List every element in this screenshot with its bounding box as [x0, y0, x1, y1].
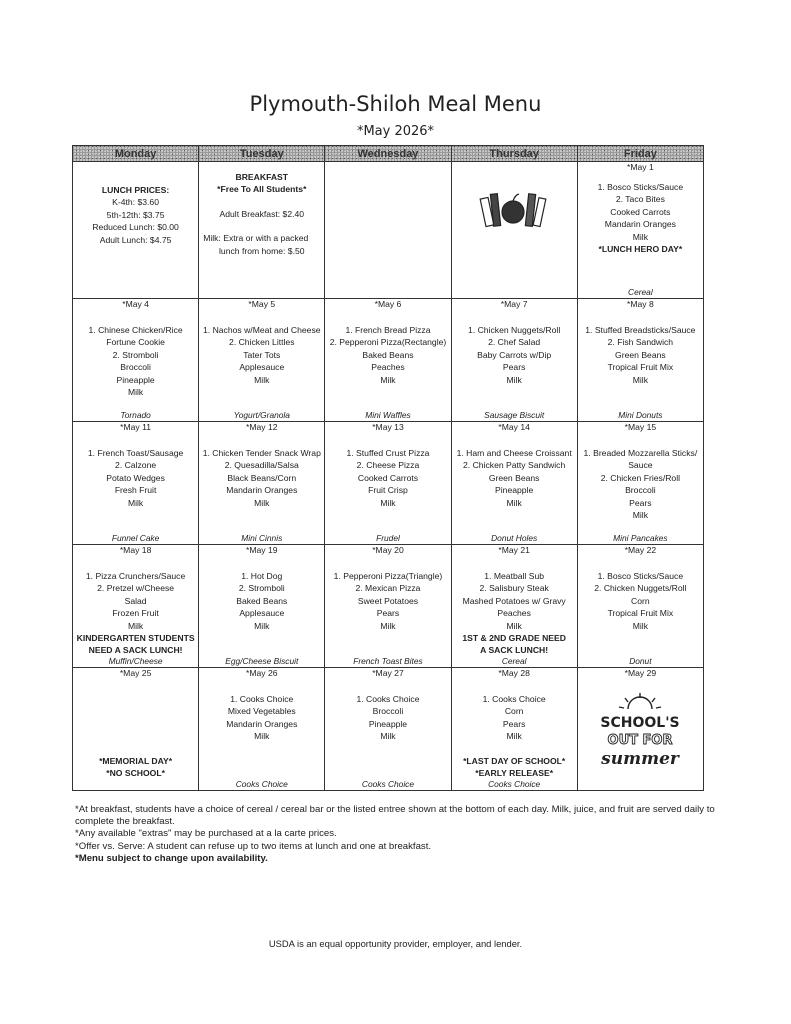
breakfast-item: Funnel Cake — [111, 533, 160, 543]
lunch-item: Milk — [632, 620, 649, 631]
lunch-item: Milk — [254, 620, 270, 631]
lunch-item: Sauce — [628, 460, 653, 471]
lunch-item: Applesauce — [239, 608, 285, 619]
header-tuesday: Tuesday — [199, 146, 325, 162]
lunch-item: Milk — [380, 497, 396, 508]
lunch-items — [452, 693, 577, 780]
sticker-line: summer — [601, 749, 680, 769]
lunch-item: Pears — [502, 718, 526, 729]
page-title: Plymouth-Shiloh Meal Menu — [249, 92, 542, 116]
weekday-header-row — [73, 146, 704, 162]
lunch-item: 1. Hot Dog — [241, 571, 283, 581]
lunch-items — [73, 324, 198, 398]
lunch-item: Milk — [506, 731, 522, 742]
lunch-item — [73, 718, 198, 730]
lunch-item: 1. French Bread Pizza — [345, 325, 431, 335]
lunch-item: Mashed Potatoes w/ Gravy — [462, 595, 566, 606]
price-line: Reduced Lunch: $0.00 — [92, 222, 179, 233]
lunch-item: Pears — [629, 497, 652, 508]
lunch-items — [578, 324, 703, 386]
day-cell — [325, 299, 451, 422]
lunch-item: *MEMORIAL DAY* — [99, 756, 173, 767]
milk-price-line: lunch from home: $.50 — [219, 245, 305, 256]
breakfast-item: French Toast Bites — [353, 656, 423, 666]
lunch-item: Broccoli — [120, 362, 151, 373]
day-cell — [73, 668, 199, 791]
day-date: *May 25 — [119, 668, 152, 678]
lunch-items — [325, 447, 450, 509]
lunch-item: Mandarin Oranges — [604, 219, 676, 230]
lunch-item: 2. Chicken Patty Sandwich — [463, 460, 566, 471]
lunch-item — [73, 730, 198, 742]
lunch-items — [325, 570, 450, 632]
lunch-item — [452, 743, 577, 755]
day-date: *May 4 — [122, 299, 149, 309]
day-date: *May 6 — [374, 299, 402, 309]
lunch-items — [452, 324, 577, 386]
lunch-items — [325, 324, 450, 386]
lunch-item: Baked Beans — [236, 595, 288, 606]
lunch-item: Mandarin Oranges — [226, 485, 298, 496]
lunch-item: Pineapple — [495, 485, 534, 496]
lunch-item: *LAST DAY OF SCHOOL* — [463, 756, 566, 767]
lunch-item: Milk — [506, 374, 522, 385]
lunch-item: Pears — [376, 608, 400, 619]
lunch-item: Tropical Fruit Mix — [607, 362, 674, 373]
lunch-item: KINDERGARTEN STUDENTS — [76, 633, 195, 644]
lunch-item: 1. Stuffed Crust Pizza — [346, 448, 430, 458]
lunch-item: Milk — [127, 497, 144, 508]
menu-month: *May 2026* — [356, 124, 435, 139]
week-row-3 — [73, 422, 704, 545]
lunch-item — [73, 693, 198, 705]
day-date: *May 29 — [624, 668, 657, 678]
lunch-item: Peaches — [497, 608, 531, 619]
lunch-item: 2. Chicken Nuggets/Roll — [594, 583, 687, 594]
lunch-item: Salad — [124, 595, 147, 606]
lunch-item: Fortune Cookie — [106, 337, 165, 348]
day-cell — [325, 668, 451, 791]
footnotes — [75, 804, 725, 865]
day-date: *May 13 — [372, 422, 404, 432]
day-date: *May 19 — [246, 545, 278, 555]
lunch-item: Milk — [380, 731, 396, 742]
header-wednesday: Wednesday — [325, 146, 451, 162]
lunch-item: *EARLY RELEASE* — [475, 768, 554, 779]
lunch-item: 2. Chicken Fries/Roll — [600, 472, 681, 483]
lunch-items — [325, 693, 450, 743]
price-line: K-4th: $3.60 — [112, 197, 159, 208]
day-date: *May 27 — [372, 668, 404, 678]
header-thursday: Thursday — [451, 146, 577, 162]
lunch-items — [199, 570, 324, 632]
breakfast-item: Mini Donuts — [618, 410, 663, 420]
day-date: *May 20 — [372, 545, 404, 555]
lunch-item: 2. Pretzel w/Cheese — [97, 583, 175, 594]
lunch-items — [199, 693, 324, 743]
lunch-items — [199, 324, 324, 386]
lunch-item: 1. Nachos w/Meat and Cheese — [203, 325, 321, 335]
lunch-item: Baked Beans — [362, 349, 414, 360]
breakfast-item: Tornado — [120, 410, 151, 420]
sticker-line: SCHOOL'S — [600, 715, 680, 731]
milk-price-line: Milk: Extra or with a packed — [203, 233, 309, 244]
lunch-items — [199, 447, 324, 509]
lunch-item: Green Beans — [615, 349, 666, 360]
day-cell — [577, 162, 703, 299]
lunch-items — [73, 570, 198, 657]
adult-breakfast-price: Adult Breakfast: $2.40 — [219, 208, 305, 219]
day-cell — [73, 299, 199, 422]
footnote: *Offer vs. Serve: A student can refuse up to two items at lunch and one at breakfast. — [75, 840, 432, 852]
lunch-item: Tater Tots — [243, 349, 281, 360]
lunch-item: 1. Cooks Choice — [230, 694, 294, 704]
schools-out-sticker-icon — [595, 693, 685, 773]
lunch-item: Broccoli — [625, 485, 656, 496]
lunch-item: Potato Wedges — [106, 472, 165, 483]
day-cell — [199, 545, 325, 668]
lunch-item: 1. Cooks Choice — [482, 694, 546, 704]
lunch-item: Milk — [506, 620, 522, 631]
breakfast-item: Sausage Biscuit — [484, 410, 545, 420]
breakfast-item: Mini Cinnis — [241, 533, 283, 543]
breakfast-item: Egg/Cheese Biscuit — [225, 656, 299, 666]
lunch-items — [452, 447, 577, 509]
lunch-item: Milk — [380, 374, 396, 385]
week-row-5 — [73, 668, 704, 791]
lunch-items — [578, 181, 703, 255]
week-row-1 — [73, 162, 704, 299]
lunch-item: 1. Chicken Tender Snack Wrap — [202, 448, 321, 458]
header-friday: Friday — [577, 146, 703, 162]
day-cell — [199, 668, 325, 791]
lunch-items — [73, 693, 198, 780]
meal-calendar — [72, 145, 704, 791]
lunch-item: Milk — [632, 231, 649, 242]
lunch-item: 1. Stuffed Breadsticks/Sauce — [585, 325, 696, 335]
breakfast-item: Cereal — [628, 287, 653, 297]
lunch-item: 2. Stromboli — [238, 583, 285, 594]
lunch-item: 1. Chinese Chicken/Rice — [88, 325, 183, 335]
breakfast-item: Yogurt/Granola — [233, 410, 290, 420]
lunch-items — [452, 570, 577, 657]
day-date: *May 11 — [120, 422, 152, 432]
lunch-item: 2. Chef Salad — [488, 337, 541, 348]
breakfast-item: Frudel — [376, 533, 400, 543]
lunch-item: 1. Meatball Sub — [484, 571, 545, 581]
lunch-item: NEED A SACK LUNCH! — [88, 645, 183, 656]
day-cell — [451, 668, 577, 791]
day-date: *May 28 — [498, 668, 530, 678]
breakfast-item: Mini Waffles — [365, 410, 411, 420]
day-cell — [451, 299, 577, 422]
lunch-item: 2. Mexican Pizza — [355, 583, 421, 594]
lunch-item: 2. Stromboli — [112, 349, 159, 360]
footnote: *Any available "extras" may be purchased at a la carte prices. — [75, 828, 337, 840]
lunch-item: Sweet Potatoes — [357, 595, 419, 606]
empty-day-cell — [325, 162, 451, 299]
day-cell — [577, 299, 703, 422]
lunch-item — [73, 743, 198, 755]
day-date: *May 21 — [498, 545, 530, 555]
day-date: *May 15 — [624, 422, 657, 432]
breakfast-item: Donut — [629, 656, 652, 666]
lunch-item: Pineapple — [116, 374, 155, 385]
lunch-item: Fruit Crisp — [368, 485, 408, 496]
lunch-item: 2. Cheese Pizza — [356, 460, 420, 471]
lunch-item: Frozen Fruit — [112, 608, 159, 619]
footnote: *Menu subject to change upon availability. — [75, 852, 268, 864]
lunch-item: 2. Salisbury Steak — [479, 583, 549, 594]
lunch-item: 2. Chicken Littles — [229, 337, 295, 348]
lunch-item: Milk — [506, 497, 522, 508]
day-date: *May 1 — [627, 162, 654, 172]
lunch-item: Milk — [127, 387, 144, 398]
lunch-item: 1. Cooks Choice — [356, 694, 420, 704]
lunch-item: Cooked Carrots — [610, 206, 671, 217]
lunch-item: 1. French Toast/Sausage — [87, 448, 184, 458]
lunch-items — [578, 570, 703, 632]
lunch-item — [73, 705, 198, 717]
header-monday: Monday — [73, 146, 199, 162]
lunch-item: 2. Calzone — [115, 460, 157, 471]
lunch-item: 2. Pepperoni Pizza(Rectangle) — [329, 337, 447, 348]
breakfast-item: Muffin/Cheese — [108, 656, 163, 666]
lunch-item: Green Beans — [488, 472, 540, 483]
lunch-item: Milk — [632, 374, 649, 385]
lunch-item: Pears — [502, 362, 526, 373]
lunch-item: Fresh Fruit — [114, 485, 157, 496]
lunch-item: 1. Bosco Sticks/Sauce — [597, 182, 684, 192]
day-cell — [325, 422, 451, 545]
breakfast-heading: BREAKFAST — [235, 172, 289, 182]
lunch-item: Baby Carrots w/Dip — [477, 349, 552, 360]
lunch-item: Pineapple — [368, 718, 408, 729]
day-cell — [451, 422, 577, 545]
week-row-2 — [73, 299, 704, 422]
price-line: 5th-12th: $3.75 — [106, 209, 165, 220]
day-date: *May 22 — [624, 545, 657, 555]
lunch-item: 1. Pizza Crunchers/Sauce — [85, 571, 186, 581]
breakfast-item: Cooks Choice — [361, 779, 415, 789]
lunch-item: 1. Chicken Nuggets/Roll — [468, 325, 561, 335]
day-cell — [577, 668, 703, 791]
lunch-item: Mandarin Oranges — [226, 718, 298, 729]
breakfast-free-note: *Free To All Students* — [217, 184, 307, 195]
breakfast-item: Donut Holes — [491, 533, 538, 543]
day-cell — [73, 545, 199, 668]
lunch-item: Milk — [254, 374, 270, 385]
usda-statement: USDA is an equal opportunity provider, employer, and lender. — [268, 938, 523, 949]
price-line: Adult Lunch: $4.75 — [99, 234, 172, 245]
day-date: *May 12 — [246, 422, 278, 432]
lunch-item: Applesauce — [239, 362, 285, 373]
sticker-line: OUT FOR — [607, 733, 673, 748]
day-cell — [199, 422, 325, 545]
lunch-item: Peaches — [371, 362, 405, 373]
day-date: *May 7 — [500, 299, 528, 309]
school-supplies-icon — [479, 188, 549, 232]
day-cell — [73, 422, 199, 545]
breakfast-item: Cereal — [501, 656, 527, 666]
lunch-item: Milk — [127, 620, 144, 631]
day-cell — [577, 545, 703, 668]
lunch-item: Broccoli — [372, 706, 404, 717]
breakfast-info-cell — [199, 162, 325, 299]
day-date: *May 26 — [246, 668, 278, 678]
lunch-item: 2. Quesadilla/Salsa — [224, 460, 299, 471]
lunch-item: 1ST & 2ND GRADE NEED — [462, 633, 566, 644]
lunch-item: 1. Pepperoni Pizza(Triangle) — [333, 571, 443, 581]
day-date: *May 8 — [627, 299, 654, 309]
breakfast-item: Cooks Choice — [235, 779, 288, 789]
breakfast-item: Cooks Choice — [488, 779, 541, 789]
lunch-item: *NO SCHOOL* — [106, 768, 165, 779]
day-cell — [451, 545, 577, 668]
school-supplies-cell — [451, 162, 577, 299]
lunch-item: A SACK LUNCH! — [480, 645, 549, 656]
lunch-item: Corn — [504, 706, 524, 717]
lunch-item: *LUNCH HERO DAY* — [598, 244, 683, 255]
day-cell — [577, 422, 703, 545]
lunch-item: Milk — [380, 620, 396, 631]
lunch-item: Black Beans/Corn — [227, 472, 297, 483]
lunch-prices-cell — [73, 162, 199, 299]
lunch-item: 1. Bosco Sticks/Sauce — [597, 571, 684, 581]
week-row-4 — [73, 545, 704, 668]
lunch-item: Milk — [254, 497, 270, 508]
lunch-item: Mixed Vegetables — [227, 706, 296, 717]
lunch-item: Corn — [631, 595, 650, 606]
lunch-item: 1. Breaded Mozzarella Sticks/ — [583, 448, 698, 458]
lunch-item: 2. Taco Bites — [615, 194, 665, 205]
lunch-item: Cooked Carrots — [357, 472, 419, 483]
breakfast-item: Mini Pancakes — [613, 533, 668, 543]
day-date: *May 14 — [498, 422, 530, 432]
lunch-prices-heading: LUNCH PRICES: — [101, 185, 170, 195]
day-cell — [325, 545, 451, 668]
lunch-item: 1. Ham and Cheese Croissant — [456, 448, 572, 458]
day-date: *May 18 — [119, 545, 152, 555]
lunch-item: Milk — [632, 510, 649, 521]
lunch-item: 2. Fish Sandwich — [607, 337, 674, 348]
lunch-item: Tropical Fruit Mix — [607, 608, 674, 619]
lunch-item: Milk — [254, 731, 270, 742]
lunch-items — [73, 447, 198, 509]
footnote: *At breakfast, students have a choice of cereal / cereal bar or the listed entree shown at the bottom of each day. Milk, juice, and fruit are served daily to complete the breakfast. — [75, 804, 715, 828]
day-cell — [199, 299, 325, 422]
day-date: *May 5 — [248, 299, 276, 309]
lunch-items — [578, 447, 703, 521]
